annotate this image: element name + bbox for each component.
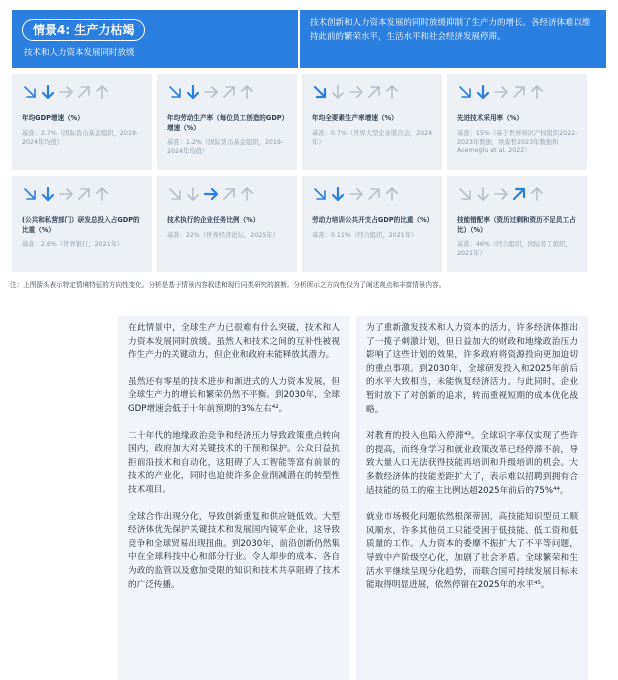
arrow-up-right-icon (511, 84, 527, 100)
arrow-up-right-icon (76, 84, 92, 100)
arrow-down-icon (475, 84, 491, 100)
arrow-down-icon (185, 84, 201, 100)
arrow-down-right-icon (457, 186, 473, 202)
arrow-down-right-icon (457, 84, 473, 100)
indicator-title: 技术执行的企业任务比例（%） (167, 216, 260, 224)
indicator-baseline: 基准：0.7%（世界大型企业联合会，2024年） (312, 130, 433, 146)
direction-arrows (457, 84, 545, 100)
arrow-down-right-icon (22, 186, 38, 202)
direction-arrows (167, 84, 255, 100)
arrow-up-icon (239, 186, 255, 202)
arrow-down-icon (475, 186, 491, 202)
arrow-up-right-icon (221, 186, 237, 202)
arrow-up-right-icon (511, 186, 527, 202)
arrow-up-right-icon (221, 84, 237, 100)
arrow-down-right-icon (22, 84, 38, 100)
scenario-subtitle: 技术和人力资本发展同时放缓 (24, 48, 135, 58)
direction-arrows (167, 186, 255, 202)
arrow-up-icon (384, 84, 400, 100)
paragraph: 就业市场极化问题依然根深蒂固，高技能知识型员工顺风顺水，许多其他员工只能受困于低技能、低工资和低质量的工作。人力资本的委靡不振扩大了不平等问题，导致中产阶级空心化，加剧了社会矛盾。全球繁荣和生活水平继续呈现分化趋势，而联合国可持续发展目标未能取得明显进展，依然停留在2025年的水平⁴⁵。 (366, 512, 578, 591)
indicator-title: 年均全要素生产率增速（%） (312, 114, 398, 122)
footnote: 注：上图箭头表示特定情境特征的方向性变化。分析是基于情景内容叙述和现行同类研究的推断。分析所示之方向性仅为了阐述观点和丰富情景内容。 (10, 281, 446, 289)
indicator-title: (公共和私营部门）研发总投入占GDP的比重（%） (22, 216, 140, 234)
arrow-up-icon (94, 186, 110, 202)
direction-arrows (312, 186, 400, 202)
scenario-title-pill: 情景4: 生产力枯竭 (22, 19, 145, 41)
arrow-up-icon (529, 186, 545, 202)
arrow-right-icon (348, 186, 364, 202)
paragraph: 为了重新激发技术和人力资本的活力，许多经济体推出了一揽子刺激计划，但日益加大的财政和地缘政治压力影响了这些计划的效果，许多政府将资源投向更加迫切的重点事项。到2030年，全球研发投入和2025年前后的水平大致相当，未能恢复经济活力。与此同时，企业暂时放下了对创新的追求，转而重视短期的成本优化战略。 (366, 323, 578, 415)
scenario-header-left (12, 10, 297, 68)
indicator-title: 年均GDP增速（%） (22, 114, 84, 122)
text-column-right (356, 316, 588, 680)
indicator-card (302, 74, 442, 170)
indicator-card (12, 176, 152, 272)
indicator-baseline: 基准：46%（经合组织，国际劳工组织，2021年） (457, 241, 572, 257)
arrow-down-icon (185, 186, 201, 202)
scenario-summary: 技术创新和人力资本发展的同时放缓抑制了生产力的增长。各经济体难以维持此前的繁荣水平，生活水平和社会经济发展停滞。 (310, 18, 591, 42)
indicator-title: 技能错配率（资历过剩和资历不足员工占比）（%） (457, 216, 576, 234)
indicator-title: 先进技术采用率（%） (457, 114, 523, 122)
indicator-baseline: 基准：1.2%（国际货币基金组织，2019-2024年均值） (167, 139, 284, 155)
indicator-card (12, 74, 152, 170)
arrow-right-icon (493, 84, 509, 100)
arrow-up-right-icon (366, 186, 382, 202)
header-divider (298, 10, 300, 68)
indicator-title: 年均劳动生产率（每位员工创造的GDP）增速（%） (167, 114, 289, 132)
arrow-up-icon (94, 84, 110, 100)
paragraph: 二十年代的地缘政治竞争和经济压力导致政策重点转向国内，政府加大对关键技术的干预和保护。公众日益抗拒前沿技术和自动化，这阻碍了人工智能等富有前景的技术的产业化，同时也迫使许多企业削减潜在的转型性技术项目。 (128, 430, 340, 495)
arrow-right-icon (203, 84, 219, 100)
direction-arrows (312, 84, 400, 100)
arrow-down-right-icon (312, 84, 328, 100)
arrow-right-icon (58, 186, 74, 202)
paragraph: 对教育的投入也陷入停滞⁴³。全球识字率仅实现了些许的提高，而终身学习和就业政策改革已经停滞不前，导致大量人口无法获得技能再培训和升级培训的机会。大多数经济体的技能差距扩大了，表示难以招聘到拥有合适技能的员工的雇主比例达超2025年前后的75%⁴⁴。 (366, 431, 578, 496)
paragraph: 全球合作出现分化，导致创新重复和供应链低效。大型经济体优先保护关键技术和发展国内镜军企业，这导致竞争和全球贸易出现扭曲。到2030年，前沿创新仍然集中在全球科技中心和部分行业。令人却步的成本、各自为政的监管以及愈加受限的知识和技术共享阻碍了技术的广泛传播。 (128, 511, 340, 590)
indicator-card (302, 176, 442, 272)
arrow-right-icon (348, 84, 364, 100)
arrow-down-icon (330, 186, 346, 202)
paragraph: 虽然还有零星的技术进步和渐进式的人力资本发展，但全球生产力的增长和繁荣仍然不平衡。到2030年，全球GDP增速会低于十年前预期的3%左右⁴²。 (128, 376, 340, 414)
arrow-down-icon (40, 84, 56, 100)
indicator-baseline: 基准：15%（基于世界知识产权组织2022-2023年数据，埃森哲2023年数据和Acemoglu et al. 2022） (457, 130, 578, 155)
arrow-up-right-icon (366, 84, 382, 100)
text-column-left (118, 316, 350, 680)
indicator-card (447, 74, 587, 170)
arrow-up-icon (384, 186, 400, 202)
scenario-header (12, 10, 606, 68)
arrow-down-icon (40, 186, 56, 202)
indicator-card (447, 176, 587, 272)
direction-arrows (22, 186, 110, 202)
arrow-down-icon (330, 84, 346, 100)
direction-arrows (457, 186, 545, 202)
arrow-down-right-icon (167, 84, 183, 100)
paragraph: 在此情景中，全球生产力已很难有什么突破，技术和人力资本发展同时放缓。虽然人和技术之间的互补性被视作生产力的关键动力，但企业和政府未能释放其潜力。 (128, 323, 340, 361)
indicator-card (157, 176, 297, 272)
direction-arrows (22, 84, 110, 100)
indicator-baseline: 基准：0.11%（经合组织，2021年） (312, 232, 418, 239)
arrow-up-right-icon (76, 186, 92, 202)
arrow-right-icon (58, 84, 74, 100)
indicator-title: 劳动力培训公共开支占GDP的比重（%） (312, 216, 434, 224)
arrow-up-icon (529, 84, 545, 100)
indicator-baseline: 基准：2.6%（世界银行，2021年） (22, 241, 124, 248)
arrow-right-icon (203, 186, 219, 202)
indicator-baseline: 基准：22%（世界经济论坛，2025年） (167, 232, 279, 239)
indicator-card (157, 74, 297, 170)
arrow-right-icon (493, 186, 509, 202)
arrow-up-icon (239, 84, 255, 100)
arrow-down-right-icon (167, 186, 183, 202)
arrow-down-right-icon (312, 186, 328, 202)
indicator-baseline: 基准：2.7%（国际货币基金组织，2019-2024年均值） (22, 130, 139, 146)
